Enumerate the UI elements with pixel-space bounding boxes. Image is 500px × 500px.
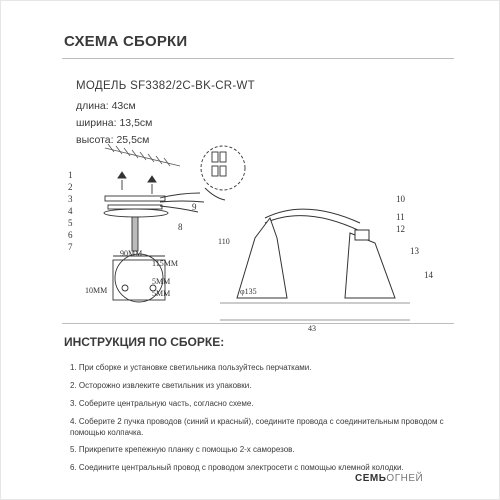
ceiling-hatch — [105, 144, 180, 166]
wire-detail — [201, 146, 245, 200]
callout-8: 8 — [178, 222, 183, 232]
callout-9: 9 — [192, 202, 197, 212]
spec-height: высота: 25,5см — [76, 134, 150, 146]
instruction-step: 6. Соедините центральный провод с проводом электросети с помощью клемной колодки. — [70, 463, 404, 472]
callout-10: 10 — [396, 194, 405, 204]
instructions-list — [70, 362, 470, 480]
callout-13: 13 — [410, 246, 419, 256]
callout-3: 3 — [68, 194, 73, 204]
spec-width: ширина: 13,5см — [76, 117, 153, 129]
callout-2: 2 — [68, 182, 73, 192]
dim-mount-height: 115MM — [152, 259, 178, 268]
instruction-step: 2. Осторожно извлеките светильник из упаковки. — [70, 381, 252, 390]
mounting-assembly — [104, 172, 204, 251]
instruction-step: 3. Соберите центральную часть, согласно схеме. — [70, 399, 254, 408]
instructions-title: ИНСТРУКЦИЯ ПО СБОРКЕ: — [64, 335, 225, 349]
callout-4: 4 — [68, 206, 73, 216]
assembly-diagram — [60, 138, 460, 338]
lamp-side-view — [220, 209, 410, 320]
dim-r2: 5MM — [152, 289, 171, 298]
instructions-divider — [62, 323, 454, 324]
brand-logo-bold: СЕМЬ — [355, 473, 387, 484]
callout-11: 11 — [396, 212, 405, 222]
dim-total: 43 — [308, 324, 316, 333]
brand-logo — [355, 473, 423, 484]
spec-length: длина: 43см — [76, 100, 136, 112]
page-title: СХЕМА СБОРКИ — [64, 33, 188, 50]
callout-7: 7 — [68, 242, 73, 252]
dim-shade-height: 110 — [218, 237, 230, 246]
callout-14: 14 — [424, 270, 433, 280]
dim-mount-width: 90MM — [120, 249, 143, 258]
instruction-step: 4. Соберите 2 пучка проводов (синий и красный), соедините провода с соединительным проводом с помощью колпачка. — [70, 417, 444, 437]
dim-left: 10MM — [85, 286, 108, 295]
instruction-step: 5. Прикрепите крепежную планку с помощью 2-х саморезов. — [70, 445, 295, 454]
callout-5: 5 — [68, 218, 73, 228]
callout-6: 6 — [68, 230, 73, 240]
model-number: МОДЕЛЬ SF3382/2C-BK-CR-WT — [76, 80, 256, 92]
callout-1: 1 — [68, 170, 73, 180]
header-divider — [62, 58, 454, 59]
dim-shade-diameter: φ135 — [240, 287, 257, 296]
callout-12: 12 — [396, 224, 405, 234]
instruction-step: 1. При сборке и установке светильника пользуйтесь перчатками. — [70, 363, 312, 372]
dim-r1: 5MM — [152, 277, 171, 286]
brand-logo-light: ОГНЕЙ — [386, 473, 424, 484]
